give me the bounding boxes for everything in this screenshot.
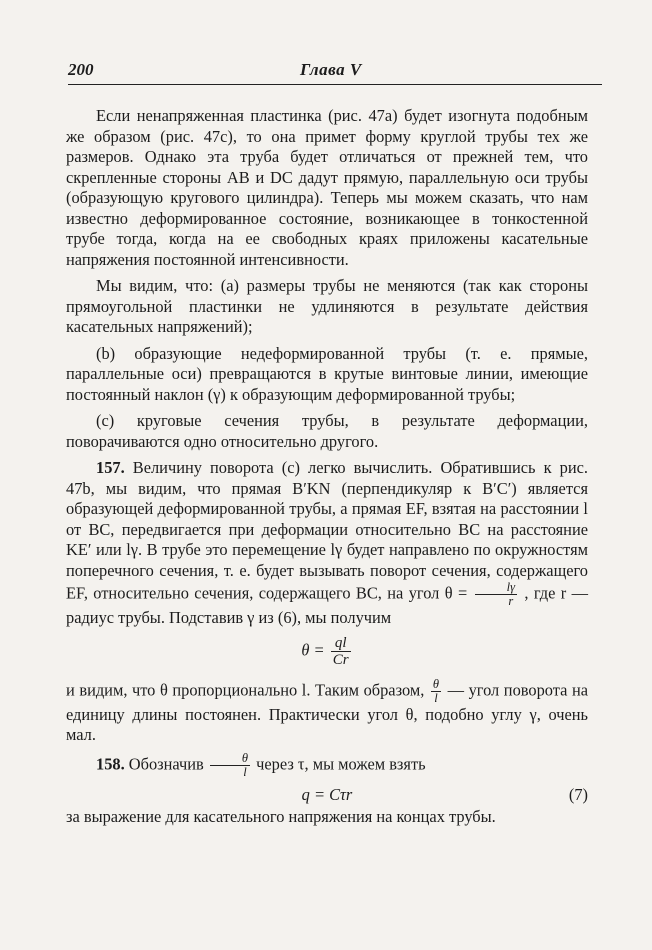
fraction-numerator: θ [210, 752, 250, 766]
fraction-lgamma-over-r [475, 581, 517, 608]
equation-theta [66, 635, 588, 668]
section-158-post: через τ, мы можем взять [256, 753, 426, 773]
fraction-numerator: θ [432, 676, 440, 691]
angle-per-length-text: — угол поворота на единицу длины постоянен. Практически угол θ, подобно углу γ, очень мал. [66, 679, 589, 744]
fraction-numerator: lγ [475, 581, 517, 595]
fraction-numerator: ql [331, 635, 351, 652]
section-158 [66, 752, 588, 779]
paragraph-1: Если ненапряженная пластинка (рис. 47a) будет изогнута подобным же образом (рис. 47c), то она примет форму круглой трубы тех же размеров. Однако эта труба будет отличаться от прежней тем, что скрепленные стороны AB и DC дадут прямую, параллельную оси трубы (образующую кругового цилиндра). Теперь мы можем сказать, что нам известно деформированное состояние, возникающее в тонкостенной трубе тогда, когда на ее свободных краях приложены касательные напряжения постоянной интенсивности. [66, 106, 588, 269]
page-number: 200 [68, 60, 94, 79]
chapter-title: Глава V [300, 60, 362, 79]
page-body [66, 106, 588, 834]
running-header [68, 60, 602, 85]
equation-lhs: θ = [301, 639, 325, 659]
paragraph-3: (b) образующие недеформированной трубы (т. е. прямые, параллельные оси) превращаются в крутые винтовые линии, имеющие постоянный наклон (γ) к образующим деформированной трубы; [66, 343, 588, 404]
fraction-denominator: l [434, 690, 438, 705]
equation-7 [66, 785, 588, 806]
fraction-denominator: l [243, 764, 247, 779]
paragraph-proportional [66, 678, 588, 746]
equation-number: (7) [568, 784, 588, 804]
fraction-theta-over-l-2 [210, 752, 250, 779]
angle-phrase: на угол θ = [387, 583, 468, 603]
section-157 [66, 458, 588, 629]
section-158-pre: Обозначив [128, 753, 204, 773]
fraction-denominator: Cr [332, 651, 349, 668]
equation-q: q = Cτr [301, 784, 353, 804]
section-157-text: Величину поворота (c) легко вычислить. Обратившись к рис. 47b, мы видим, что прямая B′KN (перпендикуляр к B′C′) является образующей деформированной трубы, а прямая EF, взятая на расстоянии l от BC, передвигается при деформации относительно BC на расстояние KE′ или lγ. В трубе это перемещение lγ будет направлено по окружностям поперечного сечения, т. е. будет вызывать поворот сечения, содержащего EF, относительно сечения, содержащего BC, [66, 458, 588, 603]
paragraph-4: (c) круговые сечения трубы, в результате деформации, поворачиваются одно относительно другого. [66, 411, 588, 451]
proportional-text: и видим, что θ пропорционально l. Таким образом, [66, 679, 425, 699]
paragraph-2: Мы видим, что: (a) размеры трубы не меняются (так как стороны прямоугольной пластинки не удлиняются в результате действия касательных напряжений); [66, 276, 588, 336]
radius-phrase: , где r — радиус трубы. Подставив γ из (6), мы получим [66, 583, 589, 627]
fraction-theta-over-l [431, 678, 441, 705]
fraction-denominator: r [508, 594, 514, 608]
section-number-158: 158. [96, 753, 125, 773]
final-line: за выражение для касательного напряжения на концах трубы. [66, 807, 496, 826]
fraction-ql-over-cr [331, 635, 351, 668]
section-number-157: 157. [96, 458, 125, 477]
